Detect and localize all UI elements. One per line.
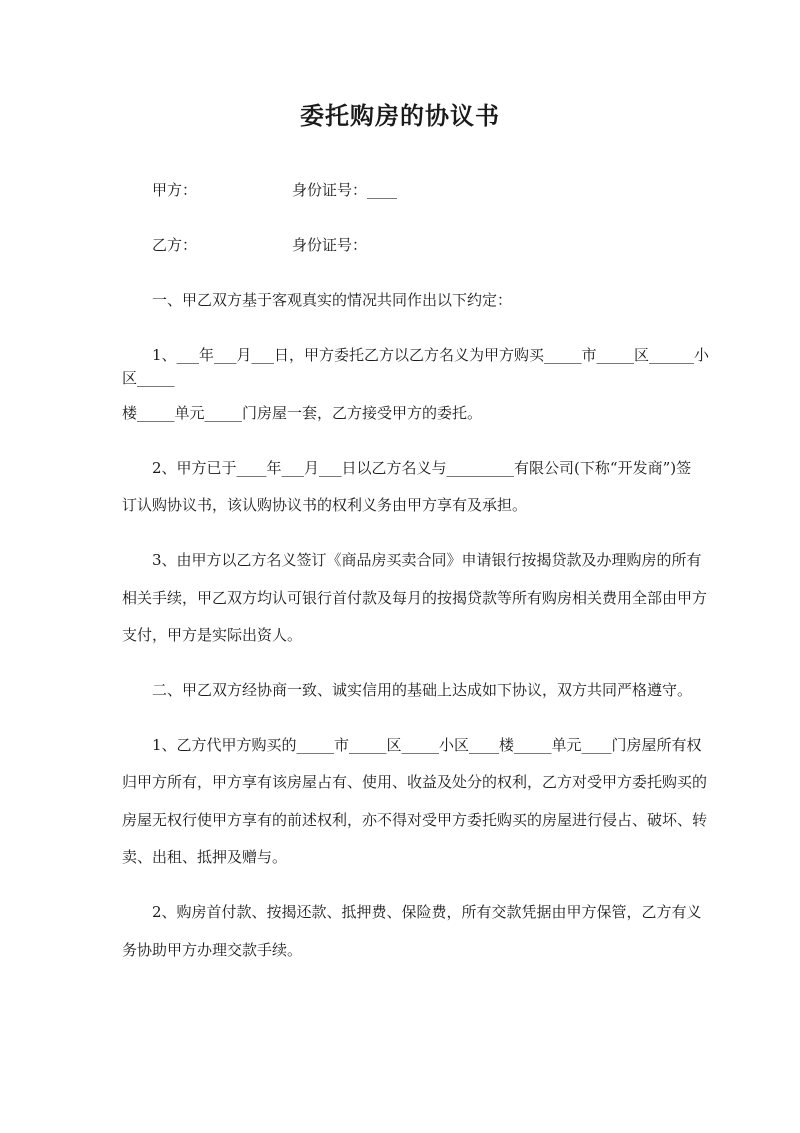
clause-2-1-line-4: 卖、出租、抵押及赠与。 — [122, 848, 288, 866]
section-2-heading: 二、甲乙双方经协商一致、诚实信用的基础上达成如下协议，双方共同严格遵守。 — [152, 681, 693, 699]
clause-2-1-line-1: 1、乙方代甲方购买的_____市_____区_____小区____楼_____单元____门房屋所有权 — [152, 736, 702, 754]
clause-1-1-line-2: 区_____ — [122, 369, 175, 387]
clause-1-1-line-3: 楼_____单元_____门房屋一套，乙方接受甲方的委托。 — [122, 404, 483, 422]
party-a-label: 甲方： — [152, 181, 198, 199]
document-title: 委托购房的协议书 — [300, 102, 500, 130]
clause-2-1-line-2: 归甲方所有，甲方享有该房屋占有、使用、收益及处分的权利，乙方对受甲方委托购买的 — [122, 773, 708, 791]
clause-1-3-line-3: 支付，甲方是实际出资人。 — [122, 626, 303, 644]
party-b-id: 身份证号： — [292, 236, 368, 254]
party-a-id: 身份证号：____ — [292, 181, 398, 199]
clause-1-3-line-1: 3、由甲方以乙方名义签订《商品房买卖合同》申请银行按揭贷款及办理购房的所有 — [152, 551, 702, 569]
clause-1-2-line-2: 订认购协议书，该认购协议书的权利义务由甲方享有及承担。 — [122, 496, 528, 514]
clause-1-2-line-1: 2、甲方已于____年___月___日以乙方名义与_________有限公司(下称“开发商”)签 — [152, 459, 692, 477]
clause-1-3-line-2: 相关手续，甲乙双方均认可银行首付款及每月的按揭贷款等所有购房相关费用全部由甲方 — [122, 589, 708, 607]
clause-2-2-line-1: 2、购房首付款、按揭还款、抵押费、保险费，所有交款凭据由甲方保管，乙方有义 — [152, 903, 702, 921]
clause-2-2-line-2: 务协助甲方办理交款手续。 — [122, 941, 303, 959]
section-1-heading: 一、甲乙双方基于客观真实的情况共同作出以下约定： — [152, 291, 513, 309]
party-b-label: 乙方： — [152, 236, 198, 254]
clause-2-1-line-3: 房屋无权行使甲方享有的前述权利，亦不得对受甲方委托购买的房屋进行侵占、破坏、转 — [122, 811, 708, 829]
clause-1-1-line-1: 1、___年___月___日，甲方委托乙方以乙方名义为甲方购买_____市_____区______小 — [152, 346, 710, 364]
